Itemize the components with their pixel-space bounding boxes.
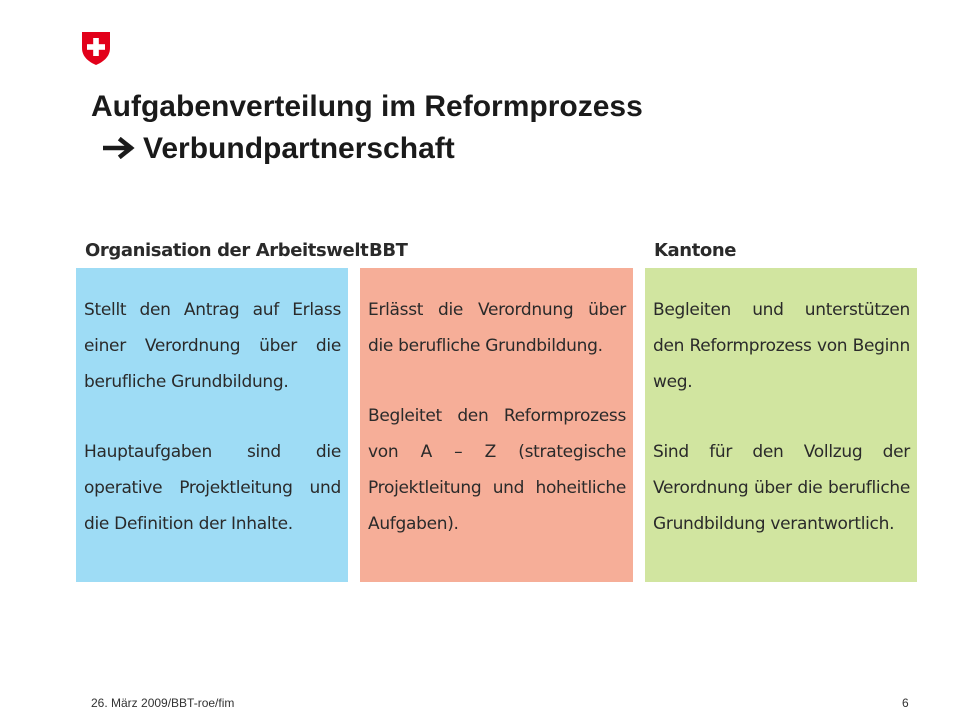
column-paragraph: Erlässt die Verordnung über die berufliche Grundbildung. [368, 300, 626, 356]
page-number: 6 [902, 696, 909, 710]
column-box [360, 268, 633, 582]
column-bbt [360, 228, 633, 582]
footer-date-reference: 26. März 2009/BBT-roe/fim [91, 696, 235, 710]
title-line-1: Aufgabenverteilung im Reformprozess [91, 90, 643, 123]
column-paragraph: Begleitet den Reformprozess von A – Z (strategische Projektleitung und hoheitliche Aufgaben). [368, 406, 626, 534]
column-paragraph: Stellt den Antrag auf Erlass einer Verordnung über die berufliche Grundbildung. [84, 300, 341, 392]
arrow-right-icon [103, 137, 137, 159]
column-paragraph: Hauptaufgaben sind die operative Projektleitung und die Definition der Inhalte. [84, 442, 341, 534]
column-paragraph: Sind für den Vollzug der Verordnung über die berufliche Grundbildung verantwortlich. [653, 442, 910, 534]
column-header: BBT [369, 240, 408, 261]
column-paragraph: Begleiten und unterstützen den Reformprozess von Beginn weg. [653, 300, 910, 392]
column-box [645, 268, 917, 582]
title-line-2 [91, 128, 911, 170]
column-kantone [645, 228, 917, 582]
column-header: Organisation der Arbeitswelt [85, 240, 369, 261]
title-line-2-text: Verbundpartnerschaft [143, 132, 455, 165]
swiss-cross-shield-icon [80, 30, 112, 66]
column-box [76, 268, 348, 582]
column-header: Kantone [654, 240, 737, 261]
column-organisation [76, 228, 369, 582]
slide-title [91, 86, 911, 170]
